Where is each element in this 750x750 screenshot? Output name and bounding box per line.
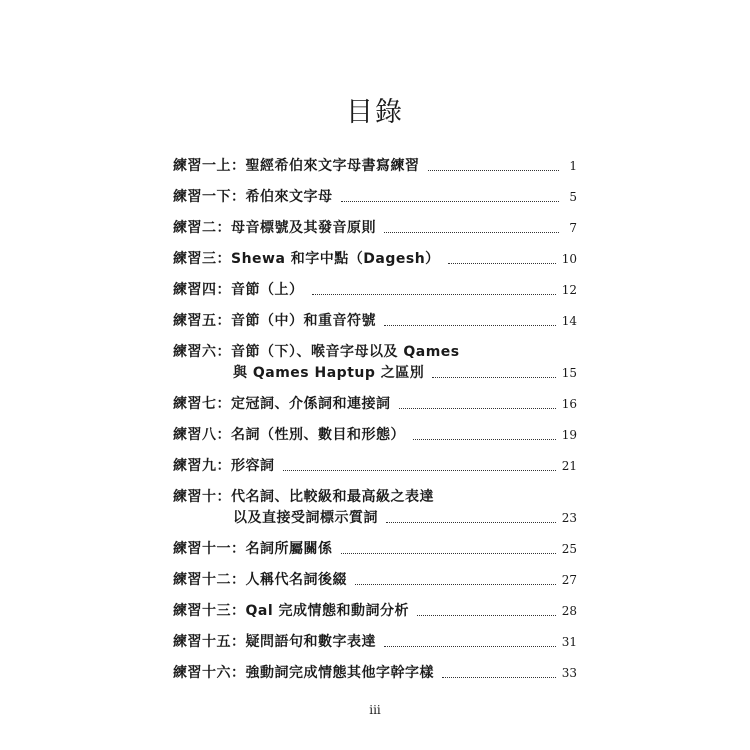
toc-entry-page: 19: [561, 428, 577, 442]
dot-leader: [448, 262, 556, 264]
toc-entry-line: [173, 344, 577, 361]
toc-entry-label: 練習七：定冠詞、介係詞和連接詞: [173, 396, 391, 412]
toc-entry-label: 練習六：音節（下）、喉音字母以及 Qames: [173, 344, 460, 360]
toc-entry-page: 14: [561, 314, 577, 328]
toc-entry[interactable]: [173, 634, 577, 651]
toc-entry-label: 練習一上：聖經希伯來文字母書寫練習: [173, 158, 420, 174]
toc-entry-label: 練習一下：希伯來文字母: [173, 189, 333, 205]
toc-entry-label-continued: 與 Qames Haptup 之區別: [233, 365, 425, 381]
dot-leader: [399, 407, 556, 409]
toc-entry[interactable]: [173, 603, 577, 620]
toc-entry[interactable]: [173, 541, 577, 558]
dot-leader: [312, 293, 556, 295]
toc-entry-page: 33: [561, 666, 577, 680]
toc-entry-label: 練習十五：疑問語句和數字表達: [173, 634, 376, 650]
toc-entry-label: 練習三：Shewa 和字中點（Dagesh）: [173, 251, 440, 267]
page-number-footer: iii: [369, 703, 381, 717]
toc-entry-page: 7: [569, 221, 577, 235]
dot-leader: [442, 676, 556, 678]
toc-entry-label: 練習十三：Qal 完成情態和動詞分析: [173, 603, 410, 619]
toc-entry-page: 15: [561, 366, 577, 380]
toc-entry-label: 練習八：名詞（性別、數目和形態）: [173, 427, 405, 443]
toc-entry-label: 練習九：形容詞: [173, 458, 275, 474]
dot-leader: [417, 614, 556, 616]
toc-entry-label: 練習十六：強動詞完成情態其他字幹字樣: [173, 665, 434, 681]
toc-entry[interactable]: [173, 489, 577, 527]
toc-entry-label: 練習二：母音標號及其發音原則: [173, 220, 376, 236]
toc-entry[interactable]: [173, 313, 577, 330]
dot-leader: [355, 583, 556, 585]
dot-leader: [384, 324, 556, 326]
toc-entry[interactable]: [173, 158, 577, 175]
toc-entry-label: 練習四：音節（上）: [173, 282, 304, 298]
dot-leader: [341, 200, 560, 202]
dot-leader: [384, 645, 556, 647]
dot-leader: [283, 469, 556, 471]
toc-entry-line: [173, 365, 577, 382]
toc-entry[interactable]: [173, 282, 577, 299]
toc-entry-page: 31: [561, 635, 577, 649]
page-title: 目錄: [346, 97, 404, 128]
toc-entry-line: [173, 489, 577, 506]
toc-entry-page: 28: [561, 604, 577, 618]
toc-entry-page: 10: [561, 252, 577, 266]
dot-leader: [384, 231, 559, 233]
toc-entry-page: 5: [569, 190, 577, 204]
dot-leader: [428, 169, 560, 171]
toc-entry[interactable]: [173, 458, 577, 475]
table-of-contents: [173, 158, 577, 682]
toc-entry-page: 27: [561, 573, 577, 587]
toc-entry-page: 21: [561, 459, 577, 473]
dot-leader: [386, 521, 556, 523]
toc-entry-line: [173, 510, 577, 527]
dot-leader: [432, 376, 555, 378]
toc-entry-label-continued: 以及直接受詞標示質詞: [233, 510, 378, 526]
toc-entry-label: 練習十一：名詞所屬關係: [173, 541, 333, 557]
toc-entry[interactable]: [173, 427, 577, 444]
toc-entry[interactable]: [173, 189, 577, 206]
toc-entry-page: 16: [561, 397, 577, 411]
toc-entry[interactable]: [173, 344, 577, 382]
toc-entry[interactable]: [173, 396, 577, 413]
toc-entry-page: 12: [561, 283, 577, 297]
toc-entry-label: 練習十：代名詞、比較級和最高級之表達: [173, 489, 434, 505]
toc-entry[interactable]: [173, 665, 577, 682]
toc-entry-page: 25: [561, 542, 577, 556]
toc-entry[interactable]: [173, 572, 577, 589]
dot-leader: [341, 552, 556, 554]
toc-entry-page: 1: [569, 159, 577, 173]
toc-entry-label: 練習五：音節（中）和重音符號: [173, 313, 376, 329]
dot-leader: [413, 438, 556, 440]
toc-entry[interactable]: [173, 220, 577, 237]
toc-entry-label: 練習十二：人稱代名詞後綴: [173, 572, 347, 588]
toc-entry-page: 23: [561, 511, 577, 525]
toc-entry[interactable]: [173, 251, 577, 268]
